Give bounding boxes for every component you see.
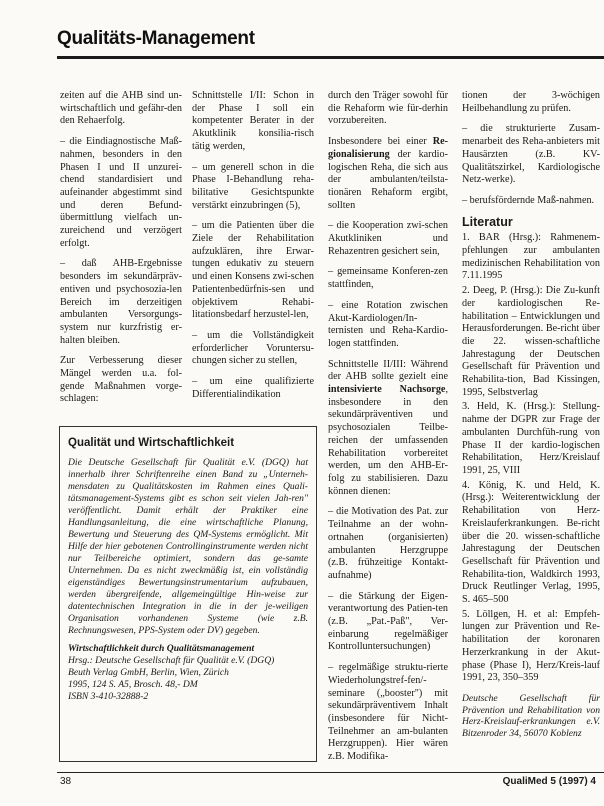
column-1 (60, 90, 182, 414)
paragraph: – berufsfördernde Maß-nahmen. (462, 194, 595, 206)
text-run: der kardio-logischen Reha, die sich aus der ambulanten/teilsta-tionären Rehaform ergibt, sollten (328, 148, 448, 211)
paragraph (328, 359, 448, 499)
column-2 (192, 90, 314, 409)
book-publisher-location: Beuth Verlag GmbH, Berlin, Wien, Zürich (68, 667, 229, 678)
paragraph: – um die Patienten über die Ziele der Rehabilitation aufzuklären, ihre Erwar-tungen edukativ zu steuern und einen Konsens zwi-schen Patientenbedürfnis-sen und objektivem Rehabi-litationsbedarf herzustel-len, (192, 220, 314, 321)
column-4 (462, 90, 600, 739)
paragraph (328, 136, 448, 212)
book-title: Wirtschaftlichkeit durch Qualitätsmanagement (68, 643, 255, 654)
book-publisher: Hrsg.: Deutsche Gesellschaft für Qualität e.V. (DGQ) (68, 655, 275, 666)
emphasis: intensivierte Nachsorge (328, 384, 446, 396)
reference-item: 2. Deeg, P. (Hrsg.): Die Zu-kunft der kardiologischen Re-habilitation – Entwicklungen und Herausforderungen. Be-richt über die 22. wissen-schaftliche Jahrestagung der Deutschen Gesellschaft für Prävention und Rehabilita-tion, Bad Kissingen, 1995, Selbstverlag (462, 285, 600, 398)
paragraph: Zur Verbesserung dieser Mängel werden u.a. fol-gende Maßnahmen vorge-schlagen: (60, 355, 182, 405)
reference-item: 4. König, K. und Held, K. (Hrsg.): Weiterentwicklung der Rehabilitation von Herz-Kreislauferkrankungen. Be-richt über die 20. wissen-schaftliche Jahrestagung der Deutschen Gesellschaft für Prävention und Rehabilita-tion, Waldkirch 1993, Druck Reutlinger Verlag, 1995, S. 465–500 (462, 479, 600, 606)
paragraph: tionen der 3-wöchigen Heilbehandlung zu prüfen. (462, 90, 600, 114)
paragraph: – eine Rotation zwischen Akut-Kardiologen/In-ternisten und Reha-Kardio-logen stattfinden. (328, 299, 448, 349)
reference-item: 5. Löllgen, H. et al: Empfeh-lungen zur Prävention und Re-habilitation der koronaren Herzerkrankung in der Akut-phase (Phase I), Herz/Kreis-lauf 1991, 23, 350–359 (462, 608, 600, 684)
book-isbn: ISBN 3-410-32888-2 (68, 691, 149, 702)
paragraph: durch den Träger sowohl für die Rehaform wie für-derhin vorzubereiten. (328, 90, 448, 127)
paragraph: – regelmäßige struktu-rierte Wiederholungstref-fen/-seminare („booster") mit sekundärpräventivem Inhalt (insbesondere für Nicht-Teilnehmer an am-bulanten Herzgruppen). Hier wären z.B. Modifika- (328, 662, 448, 763)
paragraph: – die Motivation des Pat. zur Teilnahme an der wohn-ortnahen (organisierten) ambulanten Herzgruppe (z.B. frühzeitige Kontakt-aufnahme) (328, 506, 448, 581)
column-3 (328, 90, 448, 772)
reference-item: 1. BAR (Hrsg.): Rahmenem-pfehlungen zur ambulanten medizinischen Rehabilitation von 7.11.1995 (462, 232, 600, 282)
section-title: Qualitäts-Management (57, 28, 255, 49)
paragraph: – die Eindiagnostische Maß-nahmen, besonders in den Phasen I und II unzurei-chend standardisiert und aufeinander abgestimmt sind und deren Befund-übermittlung vielfach un-zureichend und verzögert erfolgt. (60, 136, 182, 249)
reference-item: 3. Held, K. (Hrsg.): Stellung-nahme der DGPR zur Frage der ambulanten Durchfüh-rung von Phase II der kardio-logischen Rehabilitation, Herz/Kreislauf 1991, 25, VIII (462, 401, 600, 476)
paragraph: – daß AHB-Ergebnisse besonders im sekundärpräv-entiven und psychosozia-len Bereich im derzeitigen ambulanten Versorgungs-system nur kurzfristig er-halten bleiben. (60, 258, 182, 346)
author-address: Deutsche Gesellschaft für Prävention und Rehabilitation von Herz-Kreislauf-erkrankungen e.V. Bitzenroder 34, 56070 Koblenz (462, 692, 600, 739)
journal-citation: QualiMed 5 (1997) 4 (502, 776, 596, 787)
header-rule (57, 56, 604, 59)
box-body: Die Deutsche Gesellschaft für Qualität e.V. (DGQ) hat innerhalb ihrer Schriftenreihe einen Band zu „Unterneh-mensdaten zu Qualitätskosten im Rahmen eines Quali-tätsmanagement-Systems gibt es schon seit vielen Jah-ren" veröffentlicht. Damit erhält der Praktiker eine Handlungsanleitung, die eine wirtschaftliche Planung, Bewertung und Steuerung des QM-Systems ermöglicht. Mit Hilfe der hier gebotenen Controllinginstrumente werden nicht nur Teilbereiche optimiert, sondern das ge-samte Unternehmen. Da es nicht zweckmäßig ist, ein vollständig eigenständiges Bewertungsinstrumentarium aufzubauen, werden übergreifende, allgemeingültige Hin-weise zur datentechnischen Integration in die in der je-weiligen Organisation vorhandenen Systeme (wie z.B. Rechnungswesen, PPS-System oder DV) gegeben. (68, 457, 308, 636)
paragraph: – um eine qualifizierte Differentialindikation (192, 376, 314, 400)
paragraph: – gemeinsame Konferen-zen stattfinden, (328, 266, 448, 291)
paragraph: – um die Vollständigkeit erforderlicher Voruntersu-chungen sicher zu stellen, (192, 329, 314, 367)
page-number: 38 (60, 776, 72, 787)
sidebar-box (59, 426, 317, 762)
paragraph: – die Stärkung der Eigen-verantwortung des Patien-ten (z.B. „Pat.-Paß", Ver-einbarung regelmäßiger Kontrolluntersuchungen) (328, 590, 448, 653)
emphasis: Re-gionalisierung (328, 136, 448, 160)
text-run: Schnittstelle II/III: Während der AHB sollte gezielt eine (328, 358, 448, 383)
paragraph: – um generell schon in die Phase I-Behandlung reha-bilitative Gesichtspunkte verstärkt einzubringen (5), (192, 161, 314, 211)
text-run: , insbesondere in den sekundärpräventiven und psychosozialen Teilbe-reichen der umfassenden Rehabilitation vorbereitet werden, um den AHB-Er-folg zu stabilisieren. Dazu können dienen: (328, 384, 448, 497)
paragraph: – die strukturierte Zusam-menarbeit des Reha-anbieters mit Hausärzten (z.B. KV-Qualitätszirkel, Kardiologische Netz-werke). (462, 123, 600, 186)
literature-heading: Literatur (462, 214, 513, 229)
footer-rule (57, 772, 604, 773)
text-run: Insbesondere bei einer (328, 136, 433, 148)
reference-list (462, 232, 600, 685)
book-details: 1995, 124 S. A5, Brosch. 48,- DM (68, 679, 198, 690)
paragraph: – die Kooperation zwi-schen Akutkliniken und Rehazentren gesichert sein, (328, 220, 448, 257)
box-title: Qualität und Wirtschaftlichkeit (68, 437, 235, 449)
paragraph: zeiten auf die AHB sind un-wirtschaftlich und gefähr-den den Rehaerfolg. (60, 90, 182, 127)
paragraph: Schnittstelle I/II: Schon in der Phase I soll ein kompetenter Berater in der Akutklinik konsilia-risch tätig werden, (192, 90, 314, 152)
